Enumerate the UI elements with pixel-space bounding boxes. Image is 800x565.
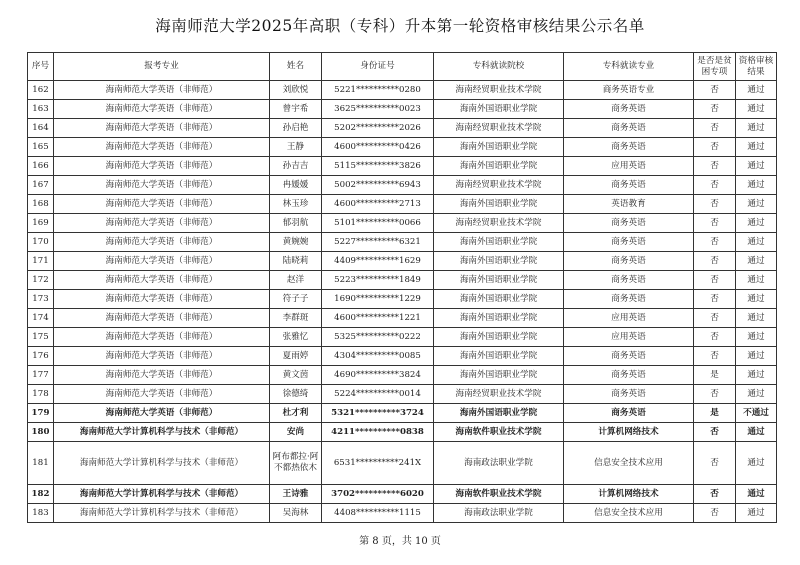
cell-id: 4408**********1115 [322, 504, 434, 523]
cell-name: 杜才利 [270, 404, 322, 423]
cell-major: 海南师范大学英语（非师范） [54, 81, 270, 100]
cell-school: 海南外国语职业学院 [434, 347, 564, 366]
cell-major: 海南师范大学英语（非师范） [54, 138, 270, 157]
cell-seq: 162 [28, 81, 54, 100]
cell-id: 6531**********241X [322, 442, 434, 485]
header-seq: 序号 [28, 53, 54, 81]
cell-poor: 否 [694, 385, 736, 404]
cell-result: 通过 [736, 100, 777, 119]
cell-major: 海南师范大学英语（非师范） [54, 404, 270, 423]
cell-spec: 商务英语专业 [564, 81, 694, 100]
cell-id: 5221**********0280 [322, 81, 434, 100]
header-result: 资格审核结果 [736, 53, 777, 81]
table-row [28, 100, 777, 119]
cell-major: 海南师范大学英语（非师范） [54, 347, 270, 366]
table-row [28, 271, 777, 290]
cell-school: 海南软件职业技术学院 [434, 485, 564, 504]
cell-result: 通过 [736, 385, 777, 404]
cell-result: 不通过 [736, 404, 777, 423]
cell-poor: 否 [694, 347, 736, 366]
cell-seq: 181 [28, 442, 54, 485]
results-table [27, 52, 777, 523]
cell-spec: 英语教育 [564, 195, 694, 214]
cell-name: 刘欣悦 [270, 81, 322, 100]
cell-poor: 否 [694, 252, 736, 271]
header-school: 专科就读院校 [434, 53, 564, 81]
cell-name: 吴海林 [270, 504, 322, 523]
table-row [28, 176, 777, 195]
cell-id: 5202**********2026 [322, 119, 434, 138]
header-poor: 是否是贫困专项 [694, 53, 736, 81]
table-row [28, 504, 777, 523]
cell-id: 5321**********3724 [322, 404, 434, 423]
cell-seq: 178 [28, 385, 54, 404]
cell-name: 夏雨婷 [270, 347, 322, 366]
cell-poor: 是 [694, 366, 736, 385]
cell-spec: 应用英语 [564, 157, 694, 176]
cell-name: 冉媛媛 [270, 176, 322, 195]
cell-id: 4409**********1629 [322, 252, 434, 271]
cell-id: 5224**********0014 [322, 385, 434, 404]
cell-school: 海南外国语职业学院 [434, 328, 564, 347]
cell-spec: 商务英语 [564, 100, 694, 119]
cell-school: 海南经贸职业技术学院 [434, 119, 564, 138]
cell-major: 海南师范大学英语（非师范） [54, 214, 270, 233]
cell-poor: 否 [694, 195, 736, 214]
cell-name: 安尚 [270, 423, 322, 442]
cell-id: 3625**********0023 [322, 100, 434, 119]
cell-seq: 166 [28, 157, 54, 176]
cell-name: 符子子 [270, 290, 322, 309]
cell-id: 5325**********0222 [322, 328, 434, 347]
table-row [28, 347, 777, 366]
cell-id: 3702**********6020 [322, 485, 434, 504]
cell-seq: 163 [28, 100, 54, 119]
cell-result: 通过 [736, 423, 777, 442]
cell-result: 通过 [736, 233, 777, 252]
header-name: 姓名 [270, 53, 322, 81]
cell-spec: 商务英语 [564, 138, 694, 157]
cell-result: 通过 [736, 157, 777, 176]
cell-result: 通过 [736, 119, 777, 138]
cell-name: 阿布都拉·阿不都热依木 [270, 442, 322, 485]
cell-major: 海南师范大学英语（非师范） [54, 100, 270, 119]
cell-spec: 应用英语 [564, 328, 694, 347]
cell-result: 通过 [736, 271, 777, 290]
cell-spec: 计算机网络技术 [564, 423, 694, 442]
cell-poor: 否 [694, 328, 736, 347]
cell-seq: 172 [28, 271, 54, 290]
cell-school: 海南外国语职业学院 [434, 138, 564, 157]
cell-result: 通过 [736, 195, 777, 214]
cell-seq: 164 [28, 119, 54, 138]
cell-name: 郁羽航 [270, 214, 322, 233]
cell-result: 通过 [736, 252, 777, 271]
cell-school: 海南外国语职业学院 [434, 100, 564, 119]
cell-spec: 商务英语 [564, 233, 694, 252]
header-major: 报考专业 [54, 53, 270, 81]
cell-result: 通过 [736, 214, 777, 233]
cell-major: 海南师范大学计算机科学与技术（非师范） [54, 442, 270, 485]
cell-major: 海南师范大学英语（非师范） [54, 385, 270, 404]
cell-major: 海南师范大学英语（非师范） [54, 195, 270, 214]
cell-spec: 商务英语 [564, 252, 694, 271]
cell-poor: 否 [694, 290, 736, 309]
cell-major: 海南师范大学英语（非师范） [54, 366, 270, 385]
cell-name: 张雅忆 [270, 328, 322, 347]
table-row [28, 81, 777, 100]
cell-major: 海南师范大学英语（非师范） [54, 233, 270, 252]
cell-name: 徐德绮 [270, 385, 322, 404]
cell-id: 4211**********0838 [322, 423, 434, 442]
table-row [28, 442, 777, 485]
cell-major: 海南师范大学英语（非师范） [54, 119, 270, 138]
cell-seq: 169 [28, 214, 54, 233]
cell-result: 通过 [736, 485, 777, 504]
cell-id: 5101**********0066 [322, 214, 434, 233]
cell-spec: 商务英语 [564, 176, 694, 195]
cell-name: 赵洋 [270, 271, 322, 290]
cell-seq: 165 [28, 138, 54, 157]
cell-school: 海南外国语职业学院 [434, 233, 564, 252]
cell-result: 通过 [736, 81, 777, 100]
cell-major: 海南师范大学英语（非师范） [54, 157, 270, 176]
cell-school: 海南外国语职业学院 [434, 271, 564, 290]
cell-poor: 否 [694, 100, 736, 119]
cell-major: 海南师范大学英语（非师范） [54, 271, 270, 290]
table-row [28, 233, 777, 252]
cell-major: 海南师范大学计算机科学与技术（非师范） [54, 504, 270, 523]
table-row [28, 423, 777, 442]
cell-result: 通过 [736, 290, 777, 309]
cell-poor: 否 [694, 119, 736, 138]
table-row [28, 214, 777, 233]
cell-school: 海南外国语职业学院 [434, 157, 564, 176]
cell-school: 海南外国语职业学院 [434, 195, 564, 214]
cell-poor: 否 [694, 309, 736, 328]
cell-school: 海南经贸职业技术学院 [434, 81, 564, 100]
cell-major: 海南师范大学英语（非师范） [54, 328, 270, 347]
cell-name: 王静 [270, 138, 322, 157]
table-row [28, 328, 777, 347]
cell-poor: 否 [694, 233, 736, 252]
cell-spec: 商务英语 [564, 290, 694, 309]
cell-result: 通过 [736, 309, 777, 328]
cell-result: 通过 [736, 366, 777, 385]
cell-seq: 168 [28, 195, 54, 214]
cell-spec: 商务英语 [564, 404, 694, 423]
cell-seq: 183 [28, 504, 54, 523]
cell-major: 海南师范大学英语（非师范） [54, 176, 270, 195]
cell-name: 王诗雅 [270, 485, 322, 504]
cell-spec: 商务英语 [564, 214, 694, 233]
cell-major: 海南师范大学计算机科学与技术（非师范） [54, 423, 270, 442]
header-id: 身份证号 [322, 53, 434, 81]
cell-poor: 否 [694, 81, 736, 100]
cell-school: 海南经贸职业技术学院 [434, 214, 564, 233]
cell-result: 通过 [736, 328, 777, 347]
table-header-row [28, 53, 777, 81]
cell-school: 海南经贸职业技术学院 [434, 385, 564, 404]
cell-seq: 175 [28, 328, 54, 347]
table-row [28, 119, 777, 138]
cell-seq: 170 [28, 233, 54, 252]
cell-school: 海南外国语职业学院 [434, 309, 564, 328]
cell-seq: 173 [28, 290, 54, 309]
cell-seq: 180 [28, 423, 54, 442]
cell-id: 4600**********0426 [322, 138, 434, 157]
cell-id: 5115**********3826 [322, 157, 434, 176]
table-row [28, 404, 777, 423]
cell-major: 海南师范大学英语（非师范） [54, 252, 270, 271]
cell-id: 4600**********1221 [322, 309, 434, 328]
cell-school: 海南政法职业学院 [434, 442, 564, 485]
cell-major: 海南师范大学计算机科学与技术（非师范） [54, 485, 270, 504]
cell-poor: 否 [694, 442, 736, 485]
cell-seq: 177 [28, 366, 54, 385]
table-row [28, 195, 777, 214]
cell-name: 孙启艳 [270, 119, 322, 138]
cell-school: 海南外国语职业学院 [434, 252, 564, 271]
cell-result: 通过 [736, 504, 777, 523]
cell-poor: 是 [694, 404, 736, 423]
cell-major: 海南师范大学英语（非师范） [54, 309, 270, 328]
cell-seq: 171 [28, 252, 54, 271]
cell-poor: 否 [694, 138, 736, 157]
cell-name: 孙吉吉 [270, 157, 322, 176]
cell-seq: 176 [28, 347, 54, 366]
cell-school: 海南外国语职业学院 [434, 366, 564, 385]
cell-id: 1690**********1229 [322, 290, 434, 309]
cell-seq: 174 [28, 309, 54, 328]
cell-poor: 否 [694, 157, 736, 176]
cell-name: 黄文茵 [270, 366, 322, 385]
cell-result: 通过 [736, 347, 777, 366]
cell-spec: 商务英语 [564, 271, 694, 290]
cell-spec: 信息安全技术应用 [564, 442, 694, 485]
cell-spec: 计算机网络技术 [564, 485, 694, 504]
table-row [28, 290, 777, 309]
cell-spec: 应用英语 [564, 309, 694, 328]
table-row [28, 252, 777, 271]
cell-spec: 商务英语 [564, 366, 694, 385]
cell-result: 通过 [736, 138, 777, 157]
table-row [28, 366, 777, 385]
cell-spec: 信息安全技术应用 [564, 504, 694, 523]
cell-poor: 否 [694, 271, 736, 290]
cell-id: 5002**********6943 [322, 176, 434, 195]
cell-school: 海南外国语职业学院 [434, 290, 564, 309]
table-row [28, 157, 777, 176]
cell-major: 海南师范大学英语（非师范） [54, 290, 270, 309]
header-spec: 专科就读专业 [564, 53, 694, 81]
cell-id: 5227**********6321 [322, 233, 434, 252]
page-footer: 第 8 页，共 10 页 [359, 536, 441, 547]
table-row [28, 385, 777, 404]
cell-spec: 商务英语 [564, 385, 694, 404]
cell-seq: 167 [28, 176, 54, 195]
cell-name: 曾宇希 [270, 100, 322, 119]
cell-id: 4600**********2713 [322, 195, 434, 214]
cell-poor: 否 [694, 485, 736, 504]
table-row [28, 309, 777, 328]
cell-id: 4690**********3824 [322, 366, 434, 385]
cell-school: 海南政法职业学院 [434, 504, 564, 523]
cell-seq: 182 [28, 485, 54, 504]
cell-school: 海南软件职业技术学院 [434, 423, 564, 442]
cell-result: 通过 [736, 442, 777, 485]
cell-spec: 商务英语 [564, 347, 694, 366]
cell-poor: 否 [694, 504, 736, 523]
cell-name: 陆晓莉 [270, 252, 322, 271]
cell-seq: 179 [28, 404, 54, 423]
cell-poor: 否 [694, 176, 736, 195]
table-row [28, 485, 777, 504]
cell-id: 5223**********1849 [322, 271, 434, 290]
cell-name: 李群斑 [270, 309, 322, 328]
cell-poor: 否 [694, 214, 736, 233]
table-row [28, 138, 777, 157]
cell-spec: 商务英语 [564, 119, 694, 138]
cell-school: 海南经贸职业技术学院 [434, 176, 564, 195]
cell-name: 黄婉婉 [270, 233, 322, 252]
cell-school: 海南外国语职业学院 [434, 404, 564, 423]
page-title: 海南师范大学2025年高职（专科）升本第一轮资格审核结果公示名单 [155, 17, 645, 35]
cell-result: 通过 [736, 176, 777, 195]
cell-id: 4304**********0085 [322, 347, 434, 366]
cell-name: 林玉珍 [270, 195, 322, 214]
cell-poor: 否 [694, 423, 736, 442]
